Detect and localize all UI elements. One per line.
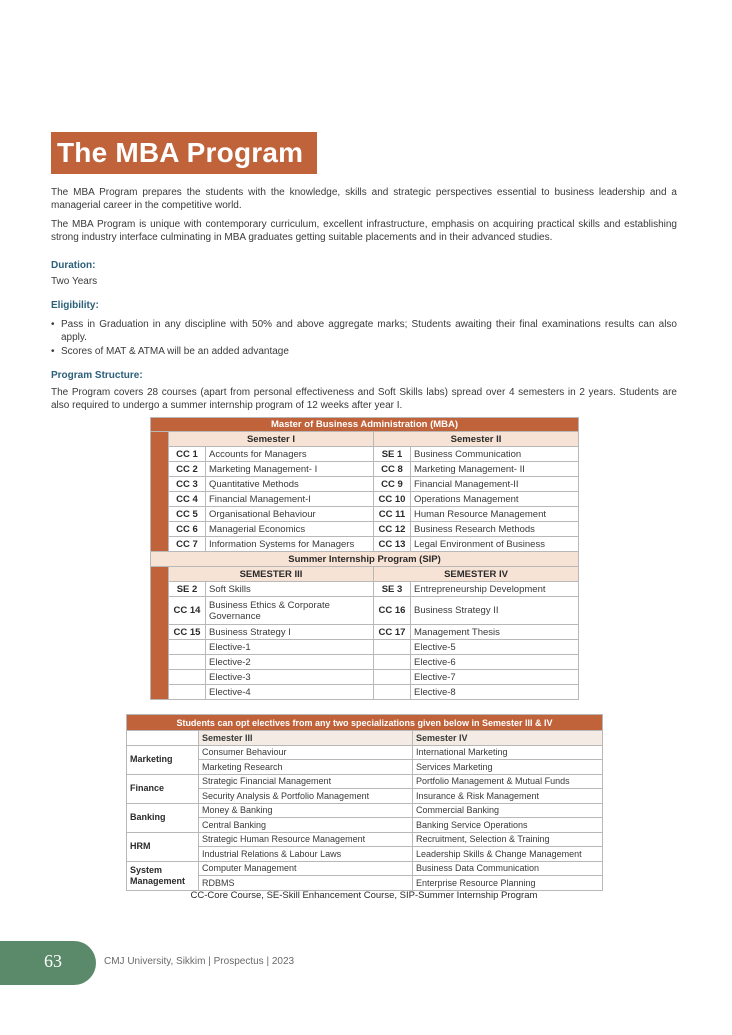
semester-3-heading: SEMESTER III [169, 567, 374, 582]
course-code: CC 11 [374, 507, 411, 522]
course-code [169, 640, 206, 655]
electives-row [127, 861, 603, 876]
course-name: Marketing Management- II [411, 462, 579, 477]
title-banner [51, 132, 317, 174]
elective-sem3: Marketing Research [199, 760, 413, 775]
mba-structure-table [150, 417, 579, 700]
electives-table [126, 714, 603, 891]
course-code: SE 2 [169, 582, 206, 597]
course-code: CC 12 [374, 522, 411, 537]
course-code: CC 7 [169, 537, 206, 552]
specialization-name: HRM [127, 832, 199, 861]
table-row [151, 582, 579, 597]
course-code: CC 17 [374, 625, 411, 640]
elective-sem3: Security Analysis & Portfolio Management [199, 789, 413, 804]
duration-value: Two Years [51, 276, 98, 287]
course-name: Entrepreneurship Development [411, 582, 579, 597]
electives-row [127, 745, 603, 760]
course-name: Management Thesis [411, 625, 579, 640]
table-row [151, 477, 579, 492]
course-name: Managerial Economics [206, 522, 374, 537]
course-code: CC 15 [169, 625, 206, 640]
elective-sem3: Consumer Behaviour [199, 745, 413, 760]
elective-sem3: Strategic Financial Management [199, 774, 413, 789]
course-name: Elective-3 [206, 670, 374, 685]
course-name: Elective-8 [411, 685, 579, 700]
table-row [151, 670, 579, 685]
course-code: CC 4 [169, 492, 206, 507]
course-code [374, 685, 411, 700]
semester-4-heading: SEMESTER IV [374, 567, 579, 582]
table-row [151, 492, 579, 507]
course-code: SE 3 [374, 582, 411, 597]
course-name: Human Resource Management [411, 507, 579, 522]
elective-sem4: Enterprise Resource Planning [413, 876, 603, 891]
course-code: CC 14 [169, 597, 206, 625]
elective-sem4: Insurance & Risk Management [413, 789, 603, 804]
course-name: Operations Management [411, 492, 579, 507]
sip-label: Summer Internship Program (SIP) [151, 552, 579, 567]
course-code: CC 2 [169, 462, 206, 477]
course-name: Accounts for Managers [206, 447, 374, 462]
elective-sem4: Services Marketing [413, 760, 603, 775]
electives-header-row [127, 715, 603, 731]
page-title: The MBA Program [57, 137, 304, 168]
page-number: 63 [44, 951, 62, 971]
course-name: Soft Skills [206, 582, 374, 597]
table-row [151, 625, 579, 640]
course-code: CC 16 [374, 597, 411, 625]
course-name: Elective-7 [411, 670, 579, 685]
electives-semester-row [127, 731, 603, 746]
course-code [374, 655, 411, 670]
duration-heading: Duration: [51, 260, 96, 271]
elective-sem3: Money & Banking [199, 803, 413, 818]
elective-sem4: Business Data Communication [413, 861, 603, 876]
specialization-name: Finance [127, 774, 199, 803]
course-name: Elective-1 [206, 640, 374, 655]
footer-text: CMJ University, Sikkim | Prospectus | 2023 [104, 956, 295, 967]
elective-sem3: Industrial Relations & Labour Laws [199, 847, 413, 862]
specialization-name: Marketing [127, 745, 199, 774]
elective-sem4: Recruitment, Selection & Training [413, 832, 603, 847]
course-name: Organisational Behaviour [206, 507, 374, 522]
course-name: Elective-5 [411, 640, 579, 655]
eligibility-heading: Eligibility: [51, 300, 99, 311]
table-header: Master of Business Administration (MBA) [151, 418, 579, 432]
semester-1-heading: Semester I [169, 432, 374, 447]
sip-row [151, 552, 579, 567]
elective-sem3: RDBMS [199, 876, 413, 891]
electives-row [127, 847, 603, 862]
electives-row [127, 774, 603, 789]
electives-row [127, 760, 603, 775]
course-name: Business Communication [411, 447, 579, 462]
course-name: Business Strategy I [206, 625, 374, 640]
electives-sem4-heading: Semester IV [413, 731, 603, 746]
elective-sem4: Leadership Skills & Change Management [413, 847, 603, 862]
eligibility-item: • Scores of MAT & ATMA will be an added advantage [51, 345, 677, 358]
semester-row [151, 567, 579, 582]
elective-sem4: Portfolio Management & Mutual Funds [413, 774, 603, 789]
intro-paragraph-1: The MBA Program prepares the students with the knowledge, skills and strategic perspectives essential to business leadership and a managerial career in the competitive world. [51, 187, 677, 211]
table-row [151, 640, 579, 655]
course-name: Business Research Methods [411, 522, 579, 537]
elective-sem3: Central Banking [199, 818, 413, 833]
course-name: Elective-6 [411, 655, 579, 670]
course-code: CC 9 [374, 477, 411, 492]
course-name: Marketing Management- I [206, 462, 374, 477]
table-row [151, 447, 579, 462]
electives-row [127, 876, 603, 891]
course-name: Elective-2 [206, 655, 374, 670]
course-code: SE 1 [374, 447, 411, 462]
course-code [374, 640, 411, 655]
course-code: CC 8 [374, 462, 411, 477]
course-code [374, 670, 411, 685]
blank-cell [127, 731, 199, 746]
course-code [169, 670, 206, 685]
elective-sem3: Strategic Human Resource Management [199, 832, 413, 847]
electives-row [127, 832, 603, 847]
first-year-label [151, 432, 169, 552]
course-code: CC 5 [169, 507, 206, 522]
course-code: CC 3 [169, 477, 206, 492]
course-code: CC 6 [169, 522, 206, 537]
electives-row [127, 818, 603, 833]
table-footnote: CC-Core Course, SE-Skill Enhancement Course, SIP-Summer Internship Program [190, 890, 538, 901]
course-name: Quantitative Methods [206, 477, 374, 492]
course-name: Legal Environment of Business [411, 537, 579, 552]
semester-row [151, 432, 579, 447]
table-row [151, 597, 579, 625]
course-code: CC 13 [374, 537, 411, 552]
table-row [151, 462, 579, 477]
course-name: Business Strategy II [411, 597, 579, 625]
structure-text: The Program covers 28 courses (apart from personal effectiveness and Soft Skills labs) spread over 4 semesters in 2 years. Students are also required to undergo a summer internship program of 12 weeks after year I. [51, 387, 677, 411]
course-name: Elective-4 [206, 685, 374, 700]
course-code: CC 1 [169, 447, 206, 462]
electives-row [127, 789, 603, 804]
specialization-name: Banking [127, 803, 199, 832]
course-name: Information Systems for Managers [206, 537, 374, 552]
course-code [169, 655, 206, 670]
first-year-text: First Year [166, 470, 169, 512]
table-row [151, 655, 579, 670]
semester-2-heading: Semester II [374, 432, 579, 447]
course-code: CC 10 [374, 492, 411, 507]
structure-heading: Program Structure: [51, 370, 143, 381]
electives-row [127, 803, 603, 818]
elective-sem4: Banking Service Operations [413, 818, 603, 833]
table-row [151, 507, 579, 522]
specialization-name: System Management [127, 861, 199, 890]
course-name: Financial Management-II [411, 477, 579, 492]
course-code [169, 685, 206, 700]
table-row [151, 685, 579, 700]
table-row [151, 537, 579, 552]
intro-paragraph-2: The MBA Program is unique with contemporary curriculum, excellent infrastructure, emphasis on acquiring practical skills and establishing strong industry interface culminating in MBA graduates getting suitable placements and in their advanced studies. [51, 219, 677, 243]
course-name: Business Ethics & Corporate Governance [206, 597, 374, 625]
second-year-label [151, 567, 169, 700]
electives-header: Students can opt electives from any two specializations given below in Semester III & IV [127, 715, 603, 731]
eligibility-list [51, 318, 677, 359]
elective-sem4: Commercial Banking [413, 803, 603, 818]
table-header-row [151, 418, 579, 432]
electives-sem3-heading: Semester III [199, 731, 413, 746]
elective-sem4: International Marketing [413, 745, 603, 760]
eligibility-item: • Pass in Graduation in any discipline with 50% and above aggregate marks; Students awaiting their final examinations results can also apply. [51, 318, 677, 344]
course-name: Financial Management-I [206, 492, 374, 507]
table-row [151, 522, 579, 537]
elective-sem3: Computer Management [199, 861, 413, 876]
